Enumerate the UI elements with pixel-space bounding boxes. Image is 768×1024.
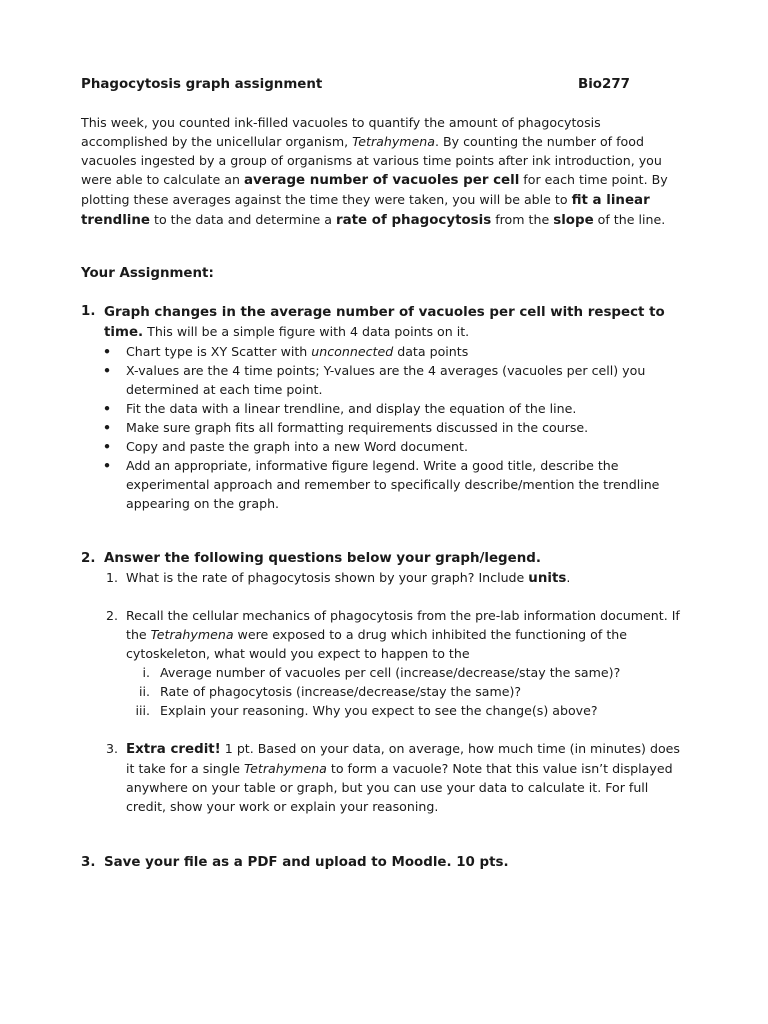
question-1-end: . <box>566 570 571 585</box>
question-1 <box>104 568 684 588</box>
bullet-figure-legend: • Add an appropriate, informative figure legend. Write a good title, describe the experimental approach and remember to specifically describe/mention the trendline appearing on the graph. <box>126 456 691 513</box>
section-3-number: 3. <box>81 855 96 870</box>
question-2-number: 2. <box>105 608 118 623</box>
bullet-chart-type <box>126 342 691 361</box>
bullet-xy-values: • X-values are the 4 time points; Y-values are the 4 averages (vacuoles per cell) you determined at each time point. <box>126 361 691 399</box>
intro-text-1: This week, you counted ink-filled vacuoles to quantify the amount of phagocytosis accomplished by the unicellular organism, <box>81 115 601 149</box>
subquestion-iii-number: iii. <box>135 703 150 718</box>
section-1 <box>81 302 691 513</box>
section-1-bullets <box>81 342 691 513</box>
question-2-body-b: were exposed to a drug which inhibited the functioning of the cytoskeleton, what would you expect to happen to the <box>126 627 627 661</box>
question-2 <box>104 606 684 663</box>
intro-bold-rate: rate of phagocytosis <box>336 213 492 228</box>
intro-text-4: to the data and determine a <box>150 212 336 227</box>
section-1-text <box>104 302 691 342</box>
intro-text-5: from the <box>491 212 554 227</box>
bullet-trendline: • Fit the data with a linear trendline, and display the equation of the line. <box>126 399 691 418</box>
bullet-1-italic: unconnected <box>311 344 394 359</box>
question-3-extra-credit <box>104 739 684 816</box>
intro-organism: Tetrahymena <box>352 134 436 149</box>
question-2-text <box>126 606 684 663</box>
question-3-number: 3. <box>105 741 118 756</box>
intro-paragraph <box>81 113 691 230</box>
intro-text-6: of the line. <box>593 212 666 227</box>
bullet-1-text-a: Chart type is XY Scatter with <box>126 344 312 359</box>
section-2 <box>81 549 691 568</box>
question-3-organism: Tetrahymena <box>244 761 327 776</box>
section-3 <box>81 853 691 872</box>
section-1-number: 1. <box>81 304 96 319</box>
question-1-text <box>126 568 684 588</box>
course-code: Bio277 <box>578 77 630 92</box>
bullet-copy-paste: • Copy and paste the graph into a new Word document. <box>126 437 691 456</box>
section-1-rest: This will be a simple figure with 4 data points on it. <box>143 324 470 339</box>
intro-bold-average: average number of vacuoles per cell <box>243 173 520 188</box>
question-3-body-a: 1 pt. Based on your data, on average, how much time (in minutes) does it take for a single <box>126 741 680 776</box>
bullet-formatting: • Make sure graph fits all formatting requirements discussed in the course. <box>126 418 691 437</box>
intro-text-3: for each time point. By plotting these averages against the time they were taken, you will be able to <box>81 172 668 207</box>
bullet-1-text-b: data points <box>393 344 469 359</box>
section-2-title: Answer the following questions below your graph/legend. <box>104 551 541 566</box>
intro-text-2: . By counting the number of food vacuoles ingested by a group of organisms at various time points after ink introduction, you were able to calculate an <box>81 134 662 187</box>
section-1-bold: Graph changes in the average number of vacuoles per cell with respect to time. <box>104 305 665 340</box>
subquestion-i-number: i. <box>142 665 150 680</box>
question-1-body: What is the rate of phagocytosis shown by your graph? Include <box>126 570 529 585</box>
question-1-number: 1. <box>105 570 118 585</box>
subquestion-iii <box>126 701 626 720</box>
assignment-heading: Your Assignment: <box>81 266 214 281</box>
subquestion-i-text: Average number of vacuoles per cell (increase/decrease/stay the same)? <box>160 665 621 680</box>
intro-bold-trendline: fit a linear trendline <box>81 193 650 228</box>
extra-credit-label: Extra credit! <box>126 742 221 757</box>
question-3-body-b: to form a vacuole? Note that this value isn’t displayed anywhere on your table or graph, but you can use your data to calculate it. For full credit, show your work or explain your reasoning. <box>126 761 673 814</box>
section-3-text: Save your file as a PDF and upload to Moodle. 10 pts. <box>104 855 509 870</box>
subquestion-i <box>126 663 626 682</box>
question-2-body-a: Recall the cellular mechanics of phagocytosis from the pre-lab information document. If the <box>126 608 680 642</box>
subquestion-iii-text: Explain your reasoning. Why you expect to see the change(s) above? <box>160 703 598 718</box>
subquestion-ii-text: Rate of phagocytosis (increase/decrease/stay the same)? <box>160 684 522 699</box>
document-title: Phagocytosis graph assignment <box>81 77 323 92</box>
question-2-organism: Tetrahymena <box>150 627 234 642</box>
intro-bold-slope: slope <box>553 213 594 228</box>
question-3-text <box>126 739 684 816</box>
subquestion-ii <box>126 682 626 701</box>
section-2-number: 2. <box>81 551 96 566</box>
question-1-units: units <box>528 571 567 586</box>
subquestion-ii-number: ii. <box>138 684 150 699</box>
